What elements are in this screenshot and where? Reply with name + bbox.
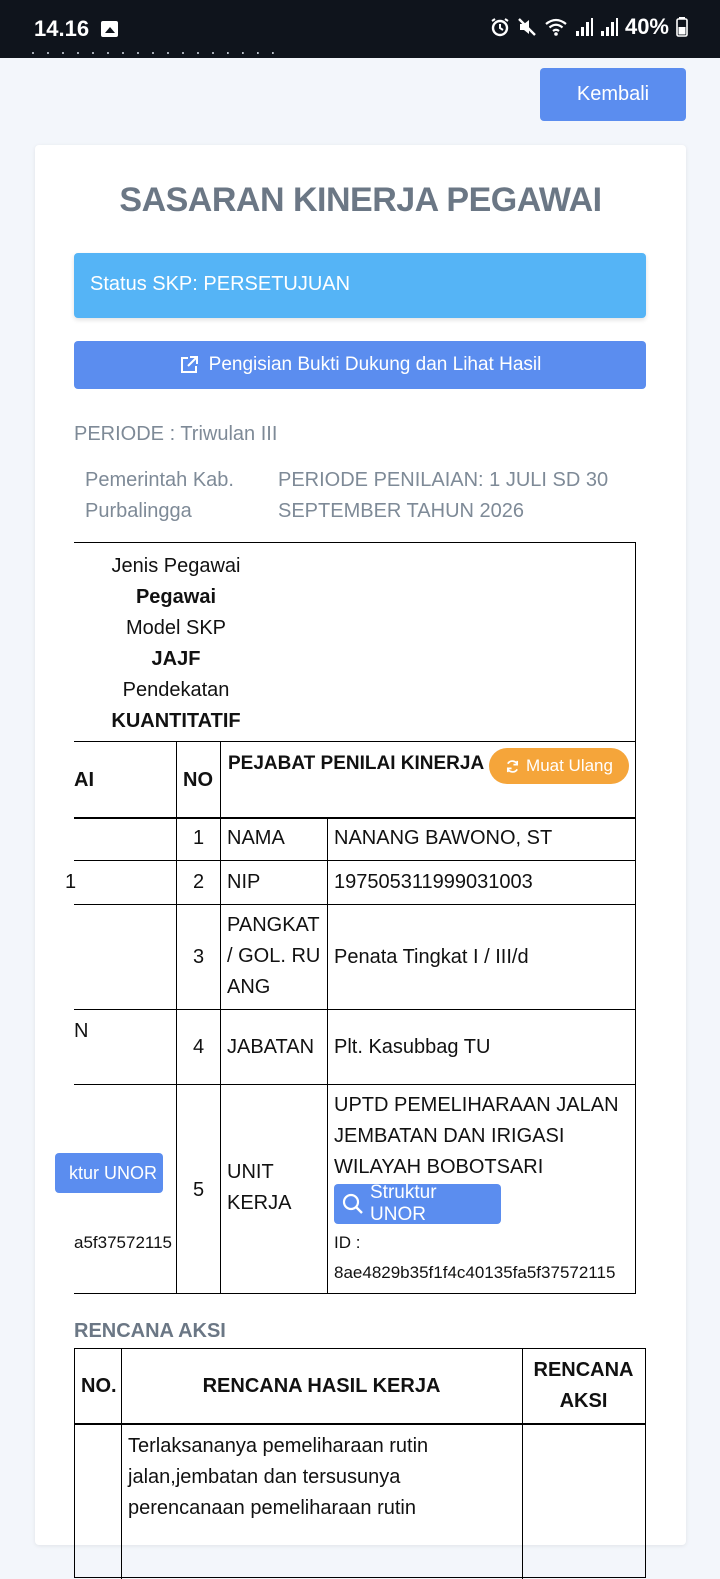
rencana-row-text: Terlaksananya pemeliharaan rutin jalan,jembatan dan tersusunya perencanaan pemeliharaan rutin [128,1435,429,1519]
clock: 14.16 [34,16,90,41]
col-aksi-header: RENCANA AKSI [533,1359,634,1412]
battery-percent: 40% [624,14,669,39]
skp-card [35,145,686,1545]
battery-icon [676,17,688,37]
left-struktur-unor-button[interactable] [55,1153,163,1193]
struktur-unor-button[interactable] [334,1184,501,1224]
table-divider [74,860,636,861]
status-alert: Status SKP: PERSETUJUAN [74,253,646,318]
row2-value: 197505311999031003 [334,871,533,893]
model-label: Model SKP [125,617,227,639]
periode-text: PERIODE : Triwulan III [74,423,278,445]
row3-value: Penata Tingkat I / III/d [334,946,529,968]
row5-label: UNIT KERJA [227,1161,292,1214]
bukti-dukung-button[interactable] [74,341,646,389]
left-header-fragment: AI [74,769,94,791]
muat-ulang-button[interactable] [489,748,629,784]
refresh-icon [505,759,520,774]
left-id-fragment: a5f37572115 [74,1233,173,1252]
pendekatan-label: Pendekatan [122,679,230,701]
signal-icon-2 [600,17,618,37]
table-divider [74,817,636,819]
row2-label: NIP [227,871,261,893]
table-divider [75,1423,645,1425]
table-divider [74,904,636,905]
table-divider [74,1293,636,1294]
model-value: JAJF [151,648,201,670]
alarm-icon [490,17,510,37]
table-divider [74,1084,636,1085]
struktur-unor-label: Struktur UNOR [370,1182,437,1225]
mute-icon [517,17,537,37]
row1-label: NAMA [227,827,285,849]
rencana-aksi-table [74,1348,646,1578]
row2-no: 2 [193,871,205,893]
jenis-value: Pegawai [135,586,217,608]
table-divider [327,817,328,1293]
table-divider [74,1009,636,1010]
left-row2-fragment: 1 [65,871,77,893]
no-header: NO [183,769,213,791]
left-unor-label: ktur UNOR [69,1162,158,1183]
row4-value: Plt. Kasubbag TU [334,1036,491,1058]
periode-penilaian-text: PERIODE PENILAIAN: 1 JULI SD 30 SEPTEMBER TAHUN 2026 [278,469,609,522]
table-divider [635,742,636,1293]
external-link-icon [179,355,199,375]
scrolled-breadcrumb: · · · · · · · · · · · · · · · · · [30,42,278,62]
col-no-header: NO. [81,1375,117,1397]
row5-value: UPTD PEMELIHARAAN JALAN JEMBATAN DAN IRIGASI WILAYAH BOBOTSARI [334,1094,619,1178]
col-hasil-header: RENCANA HASIL KERJA [202,1375,441,1397]
row1-no: 1 [193,827,205,849]
penilai-header: PEJABAT PENILAI KINERJA [228,753,485,774]
search-icon [342,1193,364,1215]
row4-no: 4 [193,1036,205,1058]
pendekatan-value: KUANTITATIF [111,710,241,732]
rencana-aksi-heading: RENCANA AKSI [74,1320,226,1342]
back-button[interactable]: Kembali [540,68,686,121]
jenis-pegawai-column [74,551,278,737]
left-row4-fragment: N [74,1020,89,1042]
pemerintah-text: Pemerintah Kab. Purbalingga [85,469,234,522]
row3-label: PANGKAT / GOL. RUANG [227,914,321,998]
wifi-icon [544,17,568,37]
signal-icon-1 [575,17,593,37]
status-icons [490,14,688,40]
bukti-dukung-label: Pengisian Bukti Dukung dan Lihat Hasil [208,354,542,375]
row1-value: NANANG BAWONO, ST [334,827,553,849]
gallery-notification-icon [101,21,118,37]
row3-no: 3 [193,946,205,968]
row5-no: 5 [193,1179,205,1201]
page-title: SASARAN KINERJA PEGAWAI [119,181,602,219]
jenis-pegawai-box [74,542,636,742]
id-value: 8ae4829b35f1f4c40135fa5f37572115 [334,1263,616,1282]
table-divider [176,742,177,1293]
jenis-label: Jenis Pegawai [111,555,241,577]
table-divider [220,742,221,1293]
id-label: ID : [334,1233,361,1252]
row4-label: JABATAN [227,1036,315,1058]
muat-ulang-label: Muat Ulang [526,756,613,775]
